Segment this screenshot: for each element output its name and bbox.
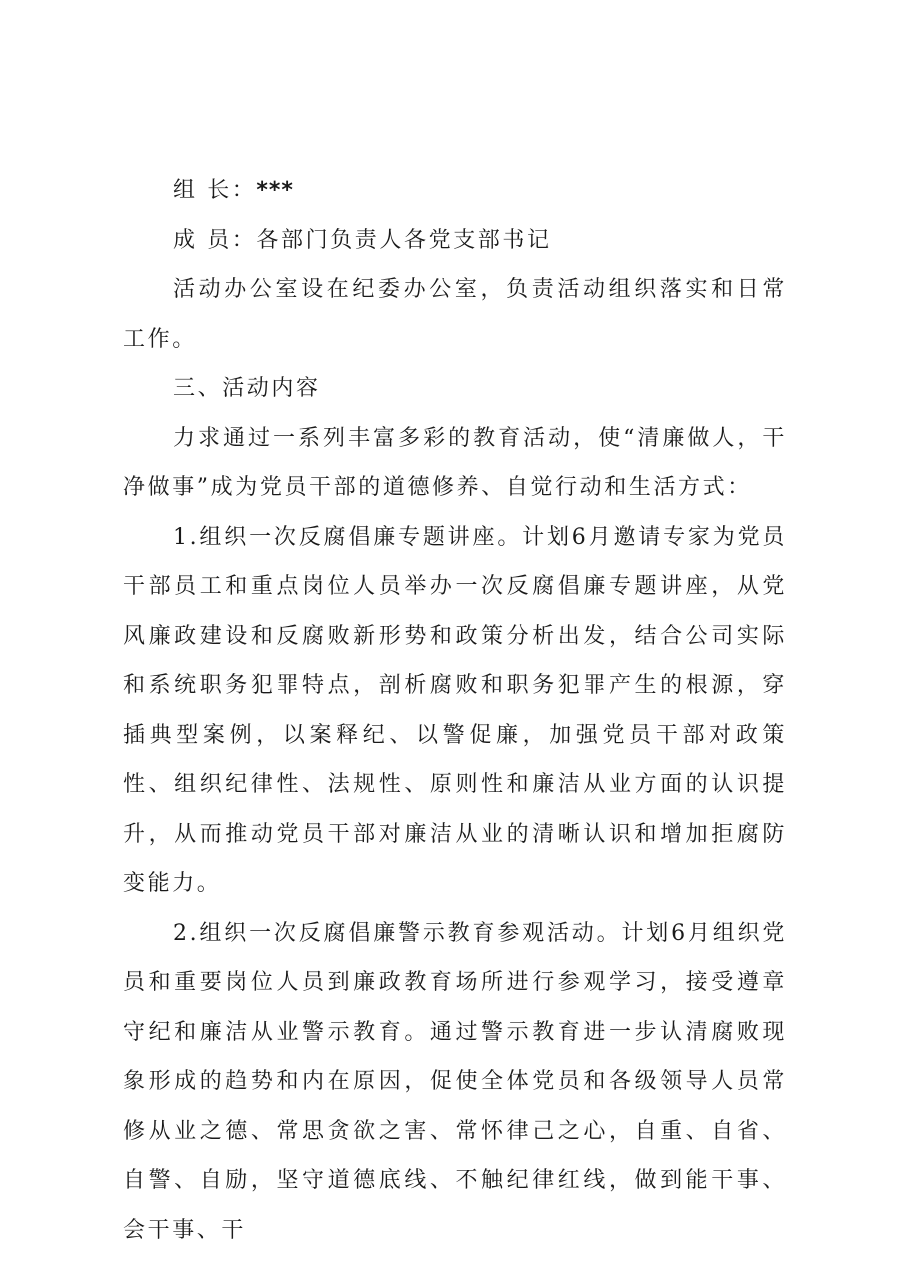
- document-body: [123, 166, 787, 1255]
- leader-label: 组 长：: [173, 178, 257, 203]
- intro-paragraph: 力求通过一系列丰富多彩的教育活动，使“清廉做人，干净做事”成为党员干部的道德修养、自觉行动和生活方式：: [123, 425, 787, 500]
- members-value: 各部门负责人各党支部书记: [256, 227, 552, 253]
- leader-line: [123, 166, 787, 216]
- members-line: [123, 216, 787, 266]
- leader-value: ***: [256, 178, 294, 203]
- item-1-paragraph: 1.组织一次反腐倡廉专题讲座。计划6月邀请专家为党员干部员工和重点岗位人员举办一次反腐倡廉专题讲座，从党风廉政建设和反腐败新形势和政策分析出发，结合公司实际和系统职务犯罪特点，剖析腐败和职务犯罪产生的根源，穿插典型案例，以案释纪、以警促廉，加强党员干部对政策性、组织纪律性、法规性、原则性和廉洁从业方面的认识提升，从而推动党员干部对廉洁从业的清晰认识和增加拒腐防变能力。: [123, 524, 787, 896]
- members-label: 成 员：: [173, 227, 257, 253]
- office-paragraph: 活动办公室设在纪委办公室，负责活动组织落实和日常工作。: [123, 277, 787, 352]
- section-heading: 三、活动内容: [173, 376, 321, 401]
- item-2-paragraph: 2.组织一次反腐倡廉警示教育参观活动。计划6月组织党员和重要岗位人员到廉政教育场所进行参观学习，接受遵章守纪和廉洁从业警示教育。通过警示教育进一步认清腐败现象形成的趋势和内在原因，促使全体党员和各级领导人员常修从业之德、常思贪欲之害、常怀律己之心，自重、自省、自警、自励，坚守道德底线、不触纪律红线，做到能干事、会干事、干: [123, 920, 787, 1243]
